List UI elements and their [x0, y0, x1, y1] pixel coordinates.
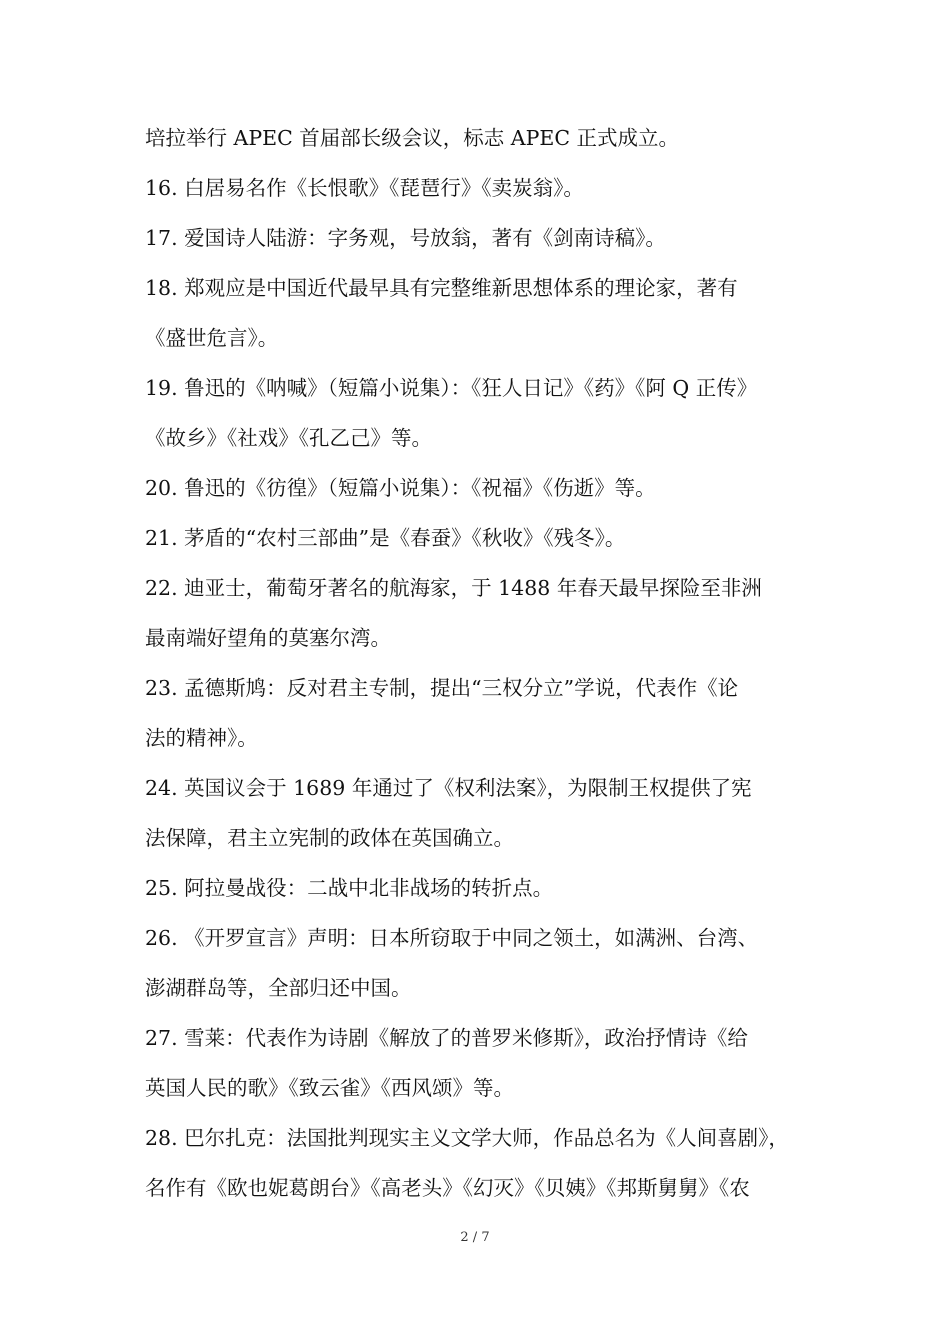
- document-body: [145, 113, 815, 1213]
- text-line: 17. 爱国诗人陆游：字务观，号放翁，著有《剑南诗稿》。: [145, 226, 666, 250]
- text-line: 法保障，君主立宪制的政体在英国确立。: [145, 826, 514, 850]
- text-line: 22. 迪亚士，葡萄牙著名的航海家，于 1488 年春天最早探险至非洲: [145, 576, 762, 600]
- text-line: 18. 郑观应是中国近代最早具有完整维新思想体系的理论家，著有: [145, 276, 738, 300]
- page-number: 2 / 7: [460, 1230, 490, 1245]
- text-line: 19. 鲁迅的《呐喊》（短篇小说集）：《狂人日记》《药》《阿 Q 正传》: [145, 376, 758, 400]
- text-line: 培拉举行 APEC 首届部长级会议，标志 APEC 正式成立。: [145, 126, 680, 150]
- text-line: 28. 巴尔扎克：法国批判现实主义文学大师，作品总名为《人间喜剧》，: [145, 1126, 789, 1150]
- text-line: 26. 《开罗宣言》声明：日本所窃取于中同之领土，如满洲、台湾、: [145, 926, 759, 950]
- text-line: 16. 白居易名作《长恨歌》《琵琶行》《卖炭翁》。: [145, 176, 584, 200]
- text-line: 20. 鲁迅的《彷徨》（短篇小说集）：《祝福》《伤逝》等。: [145, 476, 656, 500]
- text-line: 25. 阿拉曼战役：二战中北非战场的转折点。: [145, 876, 554, 900]
- text-line: 27. 雪莱：代表作为诗剧《解放了的普罗米修斯》，政治抒情诗《给: [145, 1026, 748, 1050]
- text-line: 《故乡》《社戏》《孔乙己》等。: [145, 426, 432, 450]
- text-line: 英国人民的歌》《致云雀》《西风颂》等。: [145, 1076, 514, 1100]
- text-line: 23. 孟德斯鸠：反对君主专制，提出“三权分立”学说，代表作《论: [145, 676, 739, 700]
- text-line: 21. 茅盾的“农村三部曲”是《春蚕》《秋收》《残冬》。: [145, 526, 626, 550]
- text-line: 最南端好望角的莫塞尔湾。: [145, 626, 391, 650]
- text-line: 《盛世危言》。: [145, 326, 279, 350]
- text-line: 法的精神》。: [145, 726, 258, 750]
- text-line: 24. 英国议会于 1689 年通过了《权利法案》，为限制王权提供了宪: [145, 776, 752, 800]
- text-line: 澎湖群岛等，全部归还中国。: [145, 976, 412, 1000]
- text-line: 名作有《欧也妮葛朗台》《高老头》《幻灭》《贝姨》《邦斯舅舅》《农: [145, 1176, 750, 1200]
